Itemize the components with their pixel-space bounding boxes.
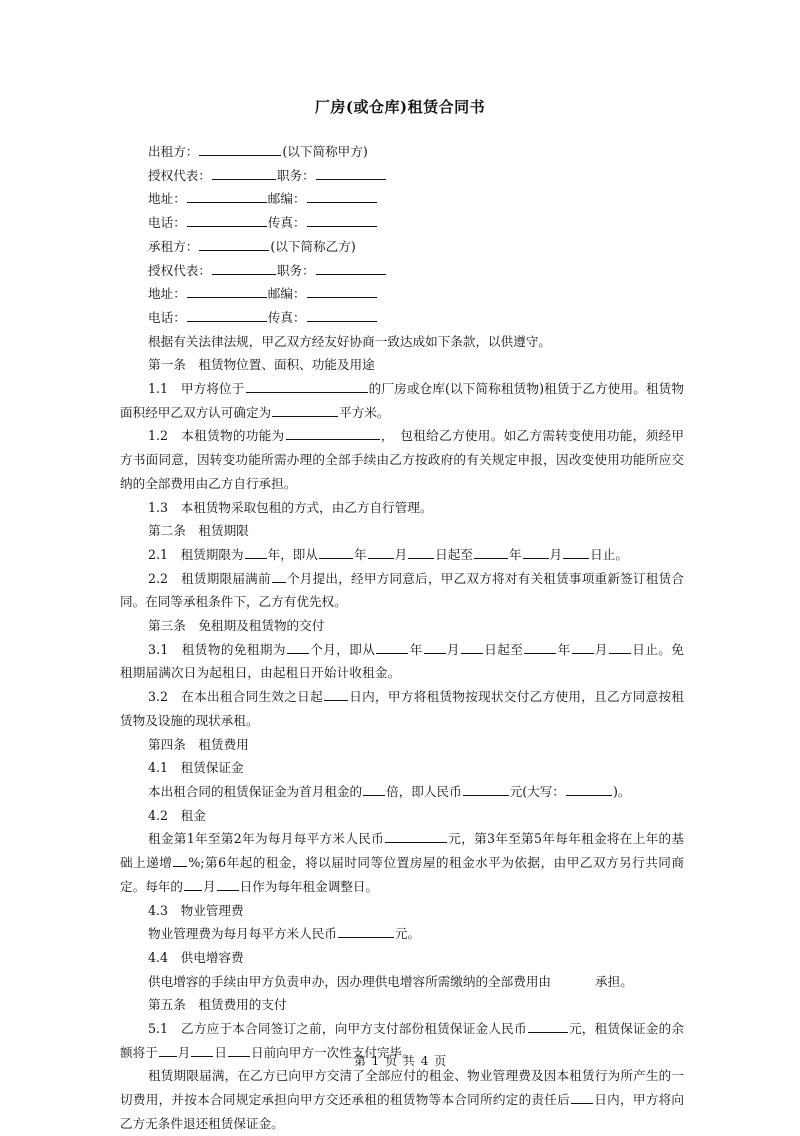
lessee-line <box>120 235 684 259</box>
clause-2-2-text-a: 2.2 租赁期限届满前 <box>148 570 271 586</box>
clause-1-1-text-a: 1.1 甲方将位于 <box>148 381 245 397</box>
lessor-suffix: (以下简称甲方) <box>282 144 368 159</box>
clause-2-1 <box>120 543 684 567</box>
clause-1-1-text-c: 平方米。 <box>339 404 390 420</box>
clause-5-1-text-d: 日 <box>214 1044 227 1060</box>
end-month-blank[interactable] <box>523 545 549 559</box>
free-start-month-blank[interactable] <box>424 640 446 654</box>
free-end-day-blank[interactable] <box>609 640 631 654</box>
clause-2-1-text-g: 月 <box>549 546 563 562</box>
clause-2-2-text-b: 个月提出，经甲方同意后，甲乙双方将对有关租赁事项重新签订租赁合同。在同等承租条件下，乙方有优先权。 <box>120 570 685 610</box>
clause-5-1-text-e: 日前向甲方一次性支付完毕。 <box>250 1044 415 1060</box>
lessor-phone-label: 电话： <box>148 215 186 231</box>
clause-5-2-text-a: 租赁期限届满，在乙方已向甲方交清了全部应付的租金、物业管理费及因本租赁行为所产生的一切费用，并按本合同规定承担向甲方交还承租的租赁物等本合同所约定的责任后 <box>120 1068 684 1108</box>
lessor-phone-blank[interactable] <box>187 213 267 227</box>
clause-2-1-text-d: 月 <box>394 546 408 562</box>
preamble: 根据有关法律法规，甲乙双方经友好协商一致达成如下条款，以供遵守。 <box>148 333 551 349</box>
clause-4-2 <box>120 827 684 898</box>
lessee-phone-label: 电话： <box>148 309 186 325</box>
lessor-address-line <box>120 187 684 211</box>
lessee-name-blank[interactable] <box>199 237 269 251</box>
lessor-fax-blank[interactable] <box>307 213 377 227</box>
clause-4-4-title: 4.4 供电增容费 <box>148 949 244 965</box>
lessor-line <box>120 140 684 164</box>
lessee-position-label: 职务： <box>276 262 315 278</box>
lessor-name-blank[interactable] <box>199 142 281 156</box>
clause-3-2 <box>120 685 684 732</box>
lessee-rep-line <box>120 259 684 283</box>
area-blank[interactable] <box>272 403 338 417</box>
lessee-phone-line <box>120 306 684 330</box>
clause-3-1-text-g: 月 <box>594 641 608 657</box>
free-end-month-blank[interactable] <box>572 640 594 654</box>
clause-4-1 <box>120 780 684 804</box>
clause-2-1-text-h: 日止。 <box>590 546 628 562</box>
clause-4-1-text-c: 元(大写： <box>509 783 565 799</box>
clause-3-2-text-a: 3.2 在本出租合同生效之日起 <box>148 689 323 705</box>
lessee-fax-label: 传真： <box>267 309 306 325</box>
start-day-blank[interactable] <box>408 545 434 559</box>
clause-4-1-text-d: )。 <box>612 783 631 799</box>
lessee-postcode-label: 邮编： <box>267 286 306 302</box>
lessor-rep-blank[interactable] <box>212 166 276 180</box>
clause-1-3: 1.3 本租赁物采取包租的方式，由乙方自行管理。 <box>148 499 433 515</box>
clause-5-1-text-c: 月 <box>177 1044 191 1060</box>
clause-2-1-text-a: 2.1 租赁期限为 <box>148 546 244 562</box>
lessor-postcode-blank[interactable] <box>307 189 377 203</box>
lessee-fax-blank[interactable] <box>307 308 377 322</box>
start-year-blank[interactable] <box>319 545 353 559</box>
lessee-label: 承租方： <box>148 238 199 254</box>
term-years-blank[interactable] <box>245 545 267 559</box>
clause-4-1-text-a: 本出租合同的租赁保证金为首月租金的 <box>148 783 363 799</box>
lessee-address-line <box>120 282 684 306</box>
clause-3-1-text-h: 日止。免租期届满次日为起租日，由起租日开始计收租金。 <box>120 641 685 681</box>
clause-3-1-text-a: 3.1 租赁物的免租期为 <box>148 641 286 657</box>
free-months-blank[interactable] <box>287 640 309 654</box>
clause-2-1-text-b: 年，即从 <box>267 546 318 562</box>
clause-2-1-text-f: 年 <box>508 546 522 562</box>
clause-4-4-text-a: 供电增容的手续由甲方负责申办，因办理供电增容所需缴纳的全部费用由 <box>148 973 551 989</box>
adjust-month-blank[interactable] <box>184 877 202 891</box>
lessor-position-blank[interactable] <box>316 166 386 180</box>
clause-1-1-text-b: 的厂房或仓库(以下简称租赁物)租赁于乙方使用。租赁物面积经甲乙双方认可确定为 <box>120 381 685 420</box>
clause-2-1-text-e: 日起至 <box>435 546 473 562</box>
clause-5-1-text-b: 元，租赁保证金的余额将于 <box>120 1021 685 1060</box>
lessor-rep-label: 授权代表： <box>148 167 211 183</box>
clause-4-3-text-b: 元。 <box>394 926 421 942</box>
article1-heading: 第一条 租赁物位置、面积、功能及用途 <box>148 357 375 373</box>
clause-4-3-title: 4.3 物业管理费 <box>148 902 244 918</box>
clause-4-1-title: 4.1 租赁保证金 <box>148 760 244 776</box>
partial-deposit-blank[interactable] <box>528 1019 568 1033</box>
refund-days-blank[interactable] <box>571 1090 593 1104</box>
clause-3-1 <box>120 638 684 685</box>
clause-4-3 <box>120 922 684 946</box>
clause-2-2 <box>120 567 684 614</box>
deposit-amount-blank[interactable] <box>463 782 509 796</box>
clause-5-2-text-b: 日内，甲方将向乙方无条件退还租赁保证金。 <box>120 1092 685 1131</box>
rent-rate-blank[interactable] <box>385 829 447 843</box>
clause-4-4-text-b: 承担。 <box>595 973 633 989</box>
months-before-blank[interactable] <box>272 569 286 583</box>
rent-increase-blank[interactable] <box>173 853 187 867</box>
clause-3-2-text-b: 日内，甲方将租赁物按现状交付乙方使用，且乙方同意按租赁物及设施的现状承租。 <box>120 689 685 728</box>
page-footer: 第 1 页 共 4 页 <box>353 1054 447 1068</box>
lessee-rep-blank[interactable] <box>212 261 276 275</box>
clause-5-2 <box>120 1064 684 1135</box>
management-fee-blank[interactable] <box>338 924 394 938</box>
clause-1-2-text-b: ， 包租给乙方使用。如乙方需转变使用功能，须经甲方书面同意，因转变功能所需办理的全部手续由乙方按政府的有关规定申报，因改变使用功能所应交纳的全部费用由乙方自行承担。 <box>120 428 684 491</box>
lessee-address-blank[interactable] <box>187 284 267 298</box>
start-month-blank[interactable] <box>368 545 394 559</box>
free-start-year-blank[interactable] <box>376 640 408 654</box>
lessor-address-blank[interactable] <box>187 189 267 203</box>
clause-4-1-text-b: 倍，即人民币 <box>386 783 462 799</box>
end-day-blank[interactable] <box>563 545 589 559</box>
lessee-position-blank[interactable] <box>316 261 386 275</box>
clause-5-1-text-a: 5.1 乙方应于本合同签订之前，向甲方支付部份租赁保证金人民币 <box>148 1021 527 1037</box>
lessor-label: 出租方： <box>148 144 199 159</box>
clause-1-1 <box>120 377 684 424</box>
clause-4-2-title: 4.2 租金 <box>148 807 206 823</box>
free-end-year-blank[interactable] <box>524 640 556 654</box>
clause-3-1-text-f: 年 <box>557 641 571 657</box>
clause-3-1-text-c: 年 <box>409 641 423 657</box>
adjust-day-blank[interactable] <box>217 877 239 891</box>
clause-4-2-text-b: 元，第3年至第5年每年租金将在上年的基础上递增 <box>120 831 684 871</box>
article2-heading: 第二条 租赁期限 <box>148 523 249 539</box>
clause-4-2-text-e: 日作为每年租金调整日。 <box>239 878 379 894</box>
lessee-address-label: 地址： <box>148 286 186 302</box>
clause-4-2-text-c: %;第6年起的租金，将以届时同等位置房屋的租金水平为依据，由甲乙双方另行共同商定。每年的 <box>120 855 684 894</box>
clause-3-1-text-b: 个月，即从 <box>309 641 376 657</box>
clause-4-3-text-a: 物业管理费为每月每平方米人民币 <box>148 926 337 942</box>
lessee-postcode-blank[interactable] <box>307 284 377 298</box>
lessee-phone-blank[interactable] <box>187 308 267 322</box>
article5-heading: 第五条 租赁费用的支付 <box>148 997 287 1013</box>
article3-heading: 第三条 免租期及租赁物的交付 <box>148 618 325 634</box>
document-title: 厂房(或仓库)租赁合同书 <box>314 98 486 116</box>
deposit-multiple-blank[interactable] <box>363 782 385 796</box>
lessee-rep-label: 授权代表： <box>148 262 211 278</box>
lessor-phone-line <box>120 211 684 235</box>
clause-2-1-text-c: 年 <box>353 546 367 562</box>
clause-4-4 <box>120 970 684 994</box>
lessor-address-label: 地址： <box>148 191 186 207</box>
function-blank[interactable] <box>286 426 380 440</box>
lessee-suffix: (以下简称乙方) <box>270 238 356 254</box>
lessor-postcode-label: 邮编： <box>267 191 306 207</box>
contract-body <box>120 140 684 1136</box>
free-start-day-blank[interactable] <box>461 640 483 654</box>
clause-3-1-text-e: 日起至 <box>483 641 524 657</box>
clause-3-1-text-d: 月 <box>446 641 460 657</box>
lessor-position-label: 职务： <box>276 167 315 183</box>
article4-heading: 第四条 租赁费用 <box>148 736 249 752</box>
delivery-days-blank[interactable] <box>324 687 348 701</box>
lessor-fax-label: 传真： <box>267 215 306 231</box>
end-year-blank[interactable] <box>474 545 508 559</box>
clause-1-2 <box>120 424 684 495</box>
clause-1-2-text-a: 1.2 本租赁物的功能为 <box>148 428 285 444</box>
location-blank[interactable] <box>246 379 368 393</box>
deposit-amount-words-blank[interactable] <box>566 782 612 796</box>
clause-4-2-text-a: 租金第1年至第2年为每月每平方米人民币 <box>148 831 384 847</box>
lessor-rep-line <box>120 164 684 188</box>
clause-4-2-text-d: 月 <box>202 878 216 894</box>
